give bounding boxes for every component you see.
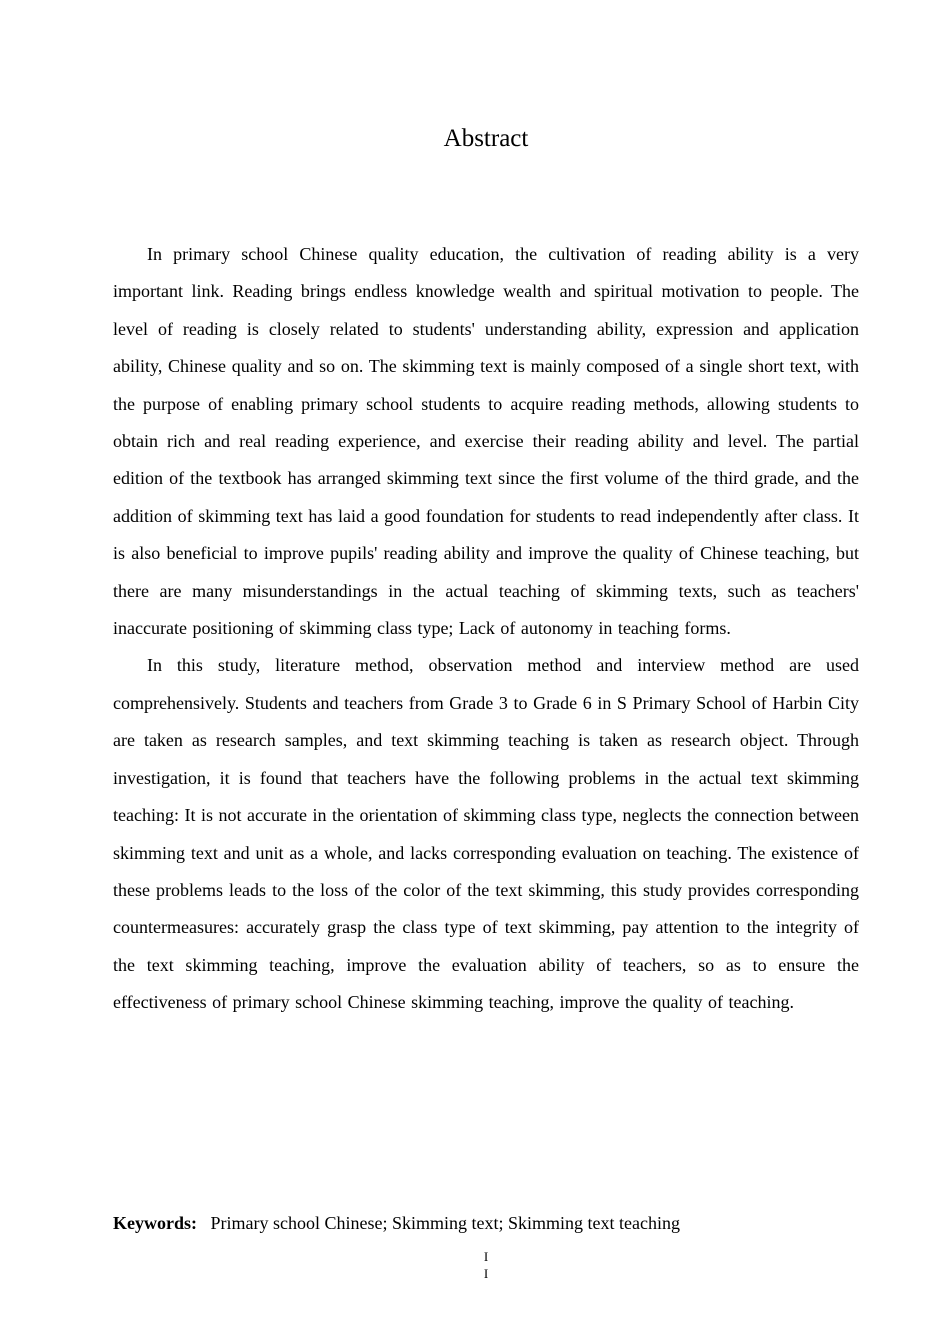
abstract-title: Abstract xyxy=(443,125,529,152)
page-number-line-1: I xyxy=(483,1249,489,1264)
abstract-paragraph-1: In primary school Chinese quality education, the cultivation of reading ability is a very important link. Reading brings endless knowledge wealth and spiritual motivation to people. The level of reading is closely related to students' understanding ability, expression and application ability, Chinese quality and so on. The skimming text is mainly composed of a single short text, with the purpose of enabling primary school students to acquire reading methods, allowing students to obtain rich and real reading experience, and exercise their reading ability and level. The partial edition of the textbook has arranged skimming text since the first volume of the third grade, and the addition of skimming text has laid a good foundation for students to read independently after class. It is also beneficial to improve pupils' reading ability and improve the quality of Chinese teaching, but there are many misunderstandings in the actual teaching of skimming texts, such as teachers' inaccurate positioning of skimming class type; Lack of autonomy in teaching forms. xyxy=(113,244,859,639)
abstract-paragraph-2: In this study, literature method, observation method and interview method are used comprehensively. Students and teachers from Grade 3 to Grade 6 in S Primary School of Harbin City are taken as research samples, and text skimming teaching is taken as research object. Through investigation, it is found that teachers have the following problems in the actual text skimming teaching: It is not accurate in the orientation of skimming class type, neglects the connection between skimming text and unit as a whole, and lacks corresponding evaluation on teaching. The existence of these problems leads to the loss of the color of the text skimming, this study provides corresponding countermeasures: accurately grasp the class type of text skimming, pay attention to the integrity of the text skimming teaching, improve the evaluation ability of teachers, so as to ensure the effectiveness of primary school Chinese skimming teaching, improve the quality of teaching. xyxy=(113,655,859,1013)
keywords-text: Primary school Chinese; Skimming text; Skimming text teaching xyxy=(210,1213,680,1233)
keywords-line xyxy=(113,1206,859,1240)
keywords-spacer xyxy=(202,1213,211,1233)
page-number-line-2: I xyxy=(483,1266,489,1281)
keywords-label: Keywords: xyxy=(113,1213,197,1233)
page-number xyxy=(0,1248,950,1282)
abstract-body xyxy=(113,236,859,1022)
